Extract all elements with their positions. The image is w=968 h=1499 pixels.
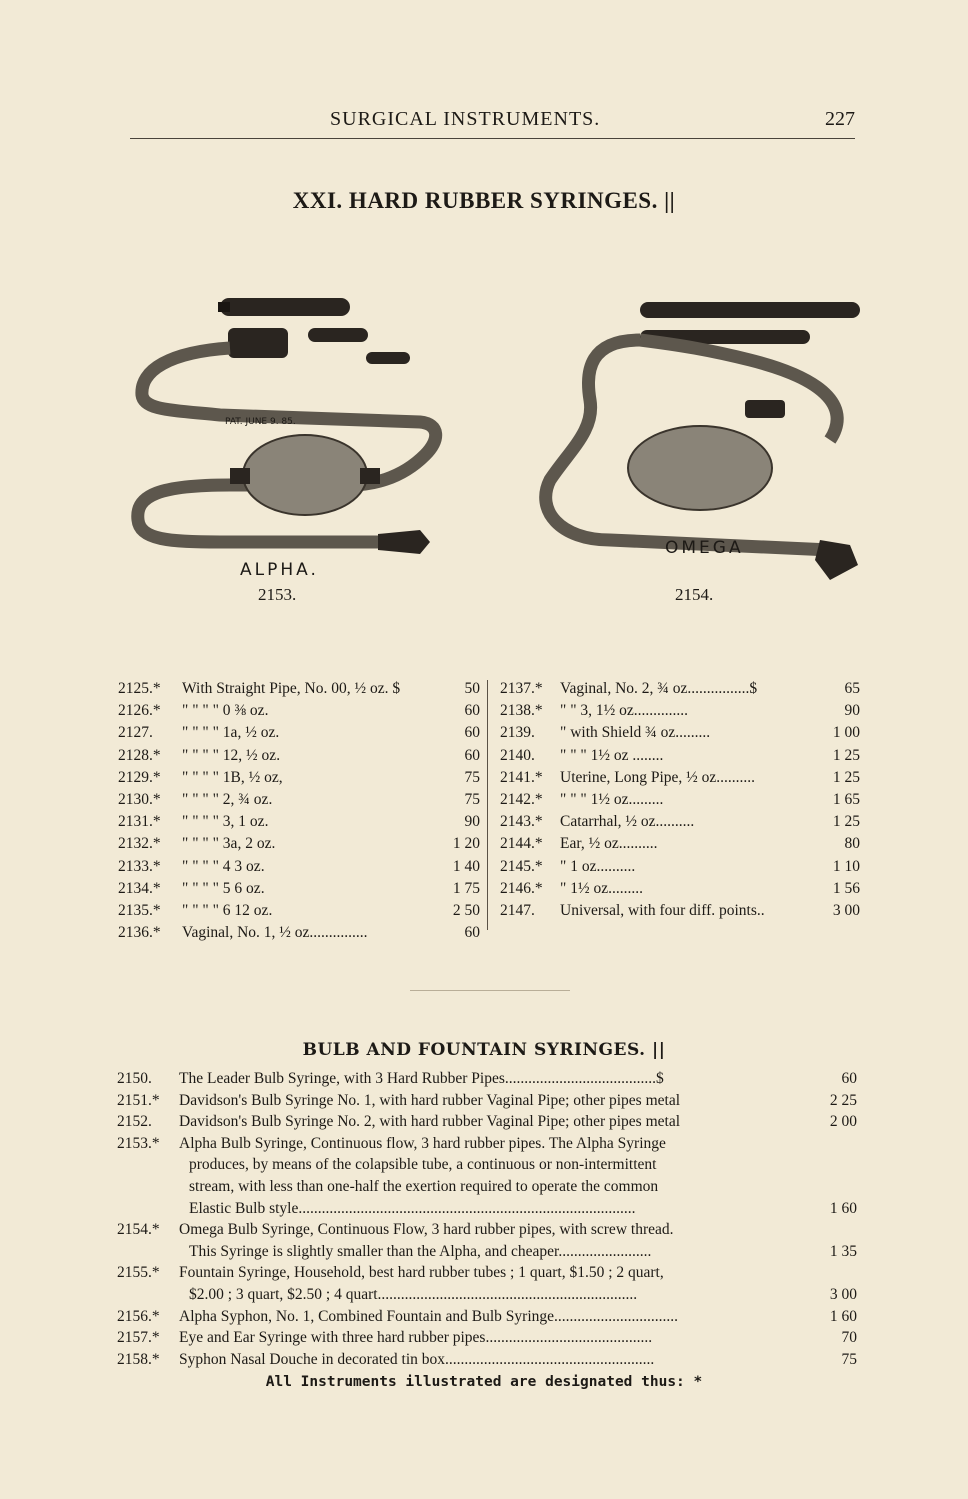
page-number: 227 bbox=[825, 108, 855, 130]
table-row: 2145.* " 1 oz.......... 1 10 bbox=[500, 857, 860, 875]
section-title: XXI. HARD RUBBER SYRINGES. || bbox=[292, 188, 676, 213]
list-item: 2150. The Leader Bulb Syringe, with 3 Hard Rubber Pipes.......................................$ 60 bbox=[117, 1070, 857, 1087]
list-item-continuation: $2.00 ; 3 quart, $2.50 ; 4 quart................................................................... 3 00 bbox=[189, 1285, 857, 1303]
list-item: 2152. Davidson's Bulb Syringe No. 2, with hard rubber Vaginal Pipe; other pipes metal 2 00 bbox=[117, 1113, 857, 1131]
list-item-continuation: stream, with less than one-half the exertion required to operate the common bbox=[189, 1177, 659, 1195]
table-row: 2143.* Catarrhal, ½ oz.......... 1 25 bbox=[500, 813, 860, 831]
table-row: 2147. Universal, with four diff. points.. 3 00 bbox=[500, 901, 860, 919]
list-item: 2155.* Fountain Syringe, Household, best hard rubber tubes ; 1 quart, $1.50 ; 2 quart, bbox=[117, 1264, 664, 1282]
table-row: 2133.* " " " " 4 3 oz. 1 40 bbox=[118, 857, 480, 875]
table-row: 2139. " with Shield ¾ oz......... 1 00 bbox=[500, 724, 860, 742]
table-row: 2135.* " " " " 6 12 oz. 2 50 bbox=[118, 901, 480, 919]
bulb-fountain-syringe-list bbox=[117, 1068, 857, 1370]
list-item-continuation: produces, by means of the colapsible tube, a continuous or non-intermittent bbox=[189, 1156, 657, 1174]
omega-figure-number: 2154. bbox=[675, 585, 714, 604]
list-item-continuation: Elastic Bulb style....................................................................................... 1 60 bbox=[189, 1199, 857, 1217]
omega-syringe-figure bbox=[530, 290, 865, 610]
alpha-label: ALPHA. bbox=[240, 560, 319, 580]
patent-stamp: PAT. JUNE 9. 85. bbox=[225, 417, 296, 427]
table-row: 2141.* Uterine, Long Pipe, ½ oz.......... 1 25 bbox=[500, 768, 860, 786]
alpha-figure-number: 2153. bbox=[258, 585, 297, 604]
table-row: 2144.* Ear, ½ oz.......... 80 bbox=[500, 835, 860, 853]
list-item: 2153.* Alpha Bulb Syringe, Continuous flow, 3 hard rubber pipes. The Alpha Syringe bbox=[117, 1134, 666, 1152]
footnote: All Instruments illustrated are designated thus: * bbox=[265, 1374, 703, 1390]
subsection-title: BULB AND FOUNTAIN SYRINGES. || bbox=[302, 1040, 666, 1060]
table-row: 2140. " " " 1½ oz ........ 1 25 bbox=[500, 746, 860, 764]
table-row: 2137.* Vaginal, No. 2, ¾ oz................$ 65 bbox=[500, 680, 860, 697]
table-row: 2131.* " " " " 3, 1 oz. 90 bbox=[118, 813, 480, 831]
running-header bbox=[130, 108, 855, 139]
table-row: 2125.* With Straight Pipe, No. 00, ½ oz. $ 50 bbox=[118, 680, 480, 697]
column-divider bbox=[487, 680, 488, 930]
table-row: 2127. " " " " 1a, ½ oz. 60 bbox=[118, 724, 480, 742]
table-row: 2134.* " " " " 5 6 oz. 1 75 bbox=[118, 879, 480, 897]
table-row: 2126.* " " " " 0 ⅜ oz. 60 bbox=[118, 702, 480, 720]
alpha-syringe-figure bbox=[130, 290, 450, 610]
omega-syringe-illustration bbox=[530, 290, 865, 610]
list-item-continuation: This Syringe is slightly smaller than the Alpha, and cheaper........................ 1 35 bbox=[189, 1242, 857, 1260]
table-row: 2138.* " " 3, 1½ oz.............. 90 bbox=[500, 702, 860, 720]
section-separator bbox=[410, 990, 570, 991]
omega-label: OMEGA bbox=[665, 538, 744, 558]
hard-rubber-syringe-table-left bbox=[118, 678, 480, 944]
table-row: 2128.* " " " " 12, ½ oz. 60 bbox=[118, 746, 480, 764]
table-row: 2136.* Vaginal, No. 1, ½ oz............... 60 bbox=[118, 924, 480, 942]
running-title: SURGICAL INSTRUMENTS. bbox=[330, 108, 601, 130]
list-item: 2151.* Davidson's Bulb Syringe No. 1, with hard rubber Vaginal Pipe; other pipes metal 2 25 bbox=[117, 1091, 857, 1109]
list-item: 2154.* Omega Bulb Syringe, Continuous Flow, 3 hard rubber pipes, with screw thread. bbox=[117, 1221, 674, 1239]
table-row: 2130.* " " " " 2, ¾ oz. 75 bbox=[118, 790, 480, 808]
hard-rubber-syringe-table-right bbox=[500, 678, 860, 922]
table-row: 2129.* " " " " 1B, ½ oz, 75 bbox=[118, 768, 480, 786]
table-row: 2142.* " " " 1½ oz......... 1 65 bbox=[500, 790, 860, 808]
list-item: 2157.* Eye and Ear Syringe with three hard rubber pipes........................................... 70 bbox=[117, 1329, 857, 1347]
table-row: 2146.* " 1½ oz......... 1 56 bbox=[500, 879, 860, 897]
list-item: 2158.* Syphon Nasal Douche in decorated tin box...................................................... 75 bbox=[117, 1350, 857, 1368]
table-row: 2132.* " " " " 3a, 2 oz. 1 20 bbox=[118, 835, 480, 853]
list-item: 2156.* Alpha Syphon, No. 1, Combined Fountain and Bulb Syringe................................ 1 60 bbox=[117, 1307, 857, 1325]
